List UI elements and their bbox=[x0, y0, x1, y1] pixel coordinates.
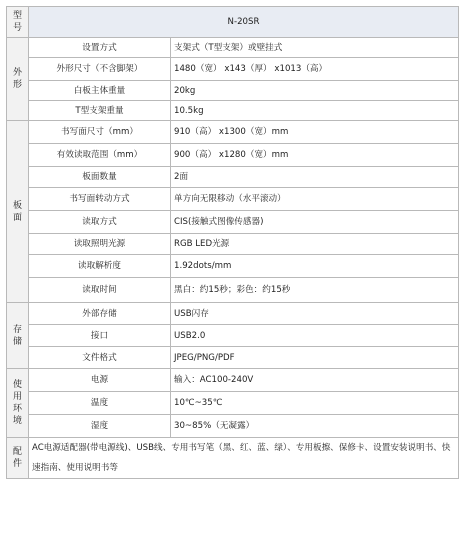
spec-row bbox=[7, 101, 459, 121]
spec-value: JPEG/PNG/PDF bbox=[171, 347, 459, 369]
spec-label: T型支架重量 bbox=[29, 101, 171, 121]
spec-value: 10℃~35℃ bbox=[171, 392, 459, 415]
spec-row bbox=[7, 121, 459, 144]
section-label bbox=[7, 303, 29, 369]
section-label-char: 储 bbox=[12, 336, 22, 347]
spec-table bbox=[6, 6, 459, 479]
spec-value: 支架式（T型支架）或壁挂式 bbox=[171, 38, 459, 58]
spec-value: RGB LED光源 bbox=[171, 234, 459, 255]
spec-row bbox=[7, 234, 459, 255]
spec-value: 30~85%（无凝露） bbox=[171, 415, 459, 438]
spec-value: 10.5kg bbox=[171, 101, 459, 121]
model-value: N-20SR bbox=[29, 7, 459, 38]
spec-label: 书写面转动方式 bbox=[29, 188, 171, 211]
spec-value: 900（高） x1280（宽）mm bbox=[171, 144, 459, 167]
spec-row bbox=[7, 38, 459, 58]
section-label-char: 形 bbox=[12, 80, 22, 90]
spec-label: 温度 bbox=[29, 392, 171, 415]
spec-row bbox=[7, 278, 459, 303]
spec-label: 外部存储 bbox=[29, 303, 171, 325]
spec-row bbox=[7, 392, 459, 415]
spec-value: CIS(接触式图像传感器) bbox=[171, 211, 459, 234]
spec-row bbox=[7, 144, 459, 167]
accessories-text: AC电源适配器(带电源线)、USB线、专用书写笔（黑、红、蓝、绿）、专用板擦、保修卡、设置安装说明书、快速指南、使用说明书等 bbox=[29, 438, 459, 479]
spec-label: 接口 bbox=[29, 325, 171, 347]
spec-value: USB闪存 bbox=[171, 303, 459, 325]
spec-label: 有效读取范围（mm） bbox=[29, 144, 171, 167]
spec-label: 设置方式 bbox=[29, 38, 171, 58]
spec-value: 20kg bbox=[171, 81, 459, 101]
accessories-row bbox=[7, 438, 459, 479]
section-label bbox=[7, 38, 29, 121]
section-label-char: 外 bbox=[12, 68, 22, 78]
spec-row bbox=[7, 303, 459, 325]
spec-value: 1.92dots/mm bbox=[171, 255, 459, 278]
spec-label: 读取时间 bbox=[29, 278, 171, 303]
section-label-char: 境 bbox=[12, 416, 22, 426]
spec-label: 读取解析度 bbox=[29, 255, 171, 278]
spec-label: 外形尺寸（不含脚架） bbox=[29, 58, 171, 81]
spec-label: 文件格式 bbox=[29, 347, 171, 369]
spec-value: 910（高） x1300（宽）mm bbox=[171, 121, 459, 144]
spec-value: USB2.0 bbox=[171, 325, 459, 347]
section-label-char: 存 bbox=[12, 324, 22, 335]
section-label bbox=[7, 121, 29, 303]
spec-value: 2面 bbox=[171, 167, 459, 188]
section-label-char: 号 bbox=[12, 23, 22, 33]
section-label-char: 用 bbox=[12, 392, 22, 402]
section-label-char: 面 bbox=[12, 212, 22, 223]
spec-label: 读取方式 bbox=[29, 211, 171, 234]
spec-label: 读取照明光源 bbox=[29, 234, 171, 255]
spec-value: 1480（宽） x143（厚） x1013（高） bbox=[171, 58, 459, 81]
spec-row bbox=[7, 347, 459, 369]
spec-value: 输入：AC100-240V bbox=[171, 369, 459, 392]
spec-row bbox=[7, 211, 459, 234]
spec-row bbox=[7, 325, 459, 347]
spec-row bbox=[7, 255, 459, 278]
spec-row bbox=[7, 188, 459, 211]
spec-row bbox=[7, 58, 459, 81]
spec-row bbox=[7, 369, 459, 392]
spec-label: 湿度 bbox=[29, 415, 171, 438]
spec-label: 白板主体重量 bbox=[29, 81, 171, 101]
spec-label: 板面数量 bbox=[29, 167, 171, 188]
section-label bbox=[7, 7, 29, 38]
section-label-char: 使 bbox=[12, 380, 22, 390]
spec-label: 电源 bbox=[29, 369, 171, 392]
section-label-char: 环 bbox=[12, 404, 22, 414]
section-label-char: 型 bbox=[12, 11, 22, 21]
section-label-char: 板 bbox=[12, 200, 22, 211]
spec-row bbox=[7, 167, 459, 188]
spec-label: 书写面尺寸（mm） bbox=[29, 121, 171, 144]
section-label bbox=[7, 369, 29, 438]
spec-value: 黑白：约15秒；彩色：约15秒 bbox=[171, 278, 459, 303]
section-label-char: 件 bbox=[12, 459, 22, 469]
spec-table-body bbox=[7, 7, 459, 479]
spec-row bbox=[7, 81, 459, 101]
spec-value: 单方向无限移动（水平滚动） bbox=[171, 188, 459, 211]
spec-row bbox=[7, 415, 459, 438]
model-row bbox=[7, 7, 459, 38]
section-label-char: 配 bbox=[12, 447, 22, 457]
section-label bbox=[7, 438, 29, 479]
